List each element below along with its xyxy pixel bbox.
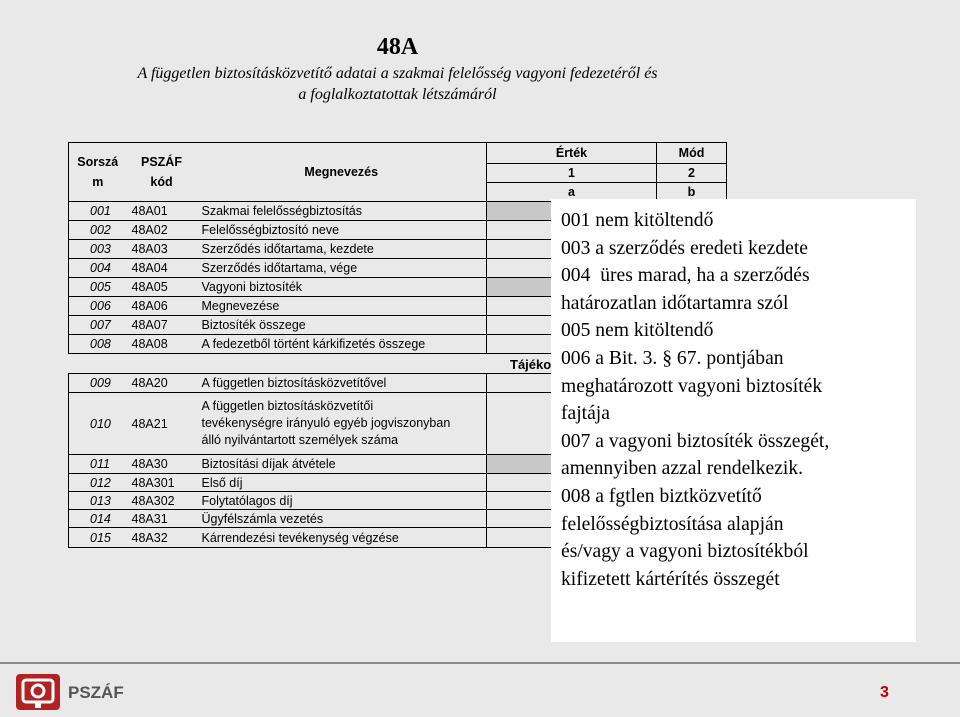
row-sorszam: 001 (69, 202, 127, 221)
header-pszaf-line-1: PSZÁF (141, 155, 182, 169)
row-kod: 48A08 (127, 335, 197, 354)
row-sorszam: 011 (69, 455, 127, 474)
header-ertek-letter: a (487, 183, 657, 202)
row-megnevezes: Szakmai felelősségbiztosítás (197, 202, 487, 221)
subtitle-line-1: A független biztosításközvetítő adatai a szakmai felelősség vagyoni fedezetéről és (137, 65, 658, 82)
row-sorszam: 002 (69, 221, 127, 240)
row-sorszam: 013 (69, 492, 127, 510)
row-kod: 48A04 (127, 259, 197, 278)
row-kod: 48A07 (127, 316, 197, 335)
row-megnevezes-line-1: A független biztosításközvetítői (201, 399, 374, 413)
note-line: amennyiben azzal rendelkezik. (561, 458, 804, 480)
row-sorszam: 009 (69, 374, 127, 393)
note-line: 005 nem kitöltendő (561, 320, 714, 342)
row-megnevezes: Kárrendezési tevékenység végzése (197, 528, 487, 548)
row-megnevezes: Első díj (197, 474, 487, 492)
row-megnevezes: Ügyfélszámla vezetés (197, 510, 487, 528)
page-subtitle (0, 63, 795, 105)
row-sorszam: 015 (69, 528, 127, 548)
note-line: határozatlan időtartamra szól (561, 292, 789, 314)
note-line: 008 a fgtlen biztközvetítő (561, 485, 762, 507)
row-kod: 48A302 (127, 492, 197, 510)
note-line: és/vagy a vagyoni biztosítékból (561, 541, 809, 563)
note-line: 001 nem kitöltendő (561, 210, 714, 231)
page-title: 48A (376, 34, 419, 60)
header-ertek-num: 1 (487, 164, 657, 183)
row-kod: 48A30 (127, 455, 197, 474)
row-megnevezes: Folytatólagos díj (197, 492, 487, 510)
pszaf-logo-icon (14, 672, 62, 712)
row-megnevezes-line-2: tevékenységre irányuló egyéb jogviszonyban (201, 416, 451, 430)
row-megnevezes: Felelősségbiztosító neve (197, 221, 487, 240)
row-kod: 48A01 (127, 202, 197, 221)
row-kod: 48A05 (127, 278, 197, 297)
note-line: meghatározott vagyoni biztosíték (561, 375, 823, 397)
header-megnevezes: Megnevezés (197, 143, 487, 202)
row-sorszam: 014 (69, 510, 127, 528)
row-sorszam: 010 (69, 393, 127, 455)
row-sorszam: 007 (69, 316, 127, 335)
note-line: felelősségbiztosítása alapján (561, 513, 784, 535)
header-pszaf-line-2: kód (150, 175, 173, 189)
row-megnevezes (197, 393, 487, 455)
brand-name: PSZÁF (68, 683, 124, 702)
row-kod: 48A03 (127, 240, 197, 259)
row-megnevezes: Biztosíték összege (197, 316, 487, 335)
notes-overlay (551, 199, 916, 642)
row-megnevezes: Szerződés időtartama, kezdete (197, 240, 487, 259)
header-sorszam (69, 143, 127, 202)
row-kod: 48A31 (127, 510, 197, 528)
row-megnevezes: Szerződés időtartama, vége (197, 259, 487, 278)
row-megnevezes: Megnevezése (197, 297, 487, 316)
header-mod-num: 2 (657, 164, 727, 183)
note-line: 004 üres marad, ha a szerződés (561, 265, 810, 287)
row-megnevezes: A független biztosításközvetítővel (197, 374, 487, 393)
page-number: 3 (880, 684, 889, 701)
note-line: 003 a szerződés eredeti kezdete (561, 237, 808, 259)
header-sorszam-line-2: m (92, 175, 104, 189)
footer-divider (0, 662, 960, 664)
row-megnevezes: A fedezetből történt kárkifizetés összege (197, 335, 487, 354)
row-sorszam: 008 (69, 335, 127, 354)
row-megnevezes: Biztosítási díjak átvétele (197, 455, 487, 474)
note-line: fajtája (561, 403, 610, 425)
header-sorszam-line-1: Sorszá (77, 155, 119, 169)
row-sorszam: 012 (69, 474, 127, 492)
header-mod: Mód (657, 143, 727, 164)
row-megnevezes: Vagyoni biztosíték (197, 278, 487, 297)
row-kod: 48A32 (127, 528, 197, 548)
header-ertek: Érték (487, 143, 657, 164)
header-pszaf-kod (127, 143, 197, 202)
row-kod: 48A20 (127, 374, 197, 393)
note-line: 006 a Bit. 3. § 67. pontjában (561, 347, 784, 369)
row-kod: 48A06 (127, 297, 197, 316)
row-kod: 48A301 (127, 474, 197, 492)
subtitle-line-2: a foglalkoztatottak létszámáról (298, 86, 497, 103)
header-mod-letter: b (657, 183, 727, 202)
row-megnevezes-line-3: álló nyilvántartott személyek száma (201, 433, 399, 447)
row-kod: 48A21 (127, 393, 197, 455)
section-label: Tájéko (510, 357, 552, 372)
row-kod: 48A02 (127, 221, 197, 240)
row-sorszam: 006 (69, 297, 127, 316)
row-sorszam: 003 (69, 240, 127, 259)
note-line: 007 a vagyoni biztosíték összegét, (561, 430, 830, 452)
row-sorszam: 004 (69, 259, 127, 278)
note-line: kifizetett kártérítés összegét (561, 568, 780, 590)
row-sorszam: 005 (69, 278, 127, 297)
